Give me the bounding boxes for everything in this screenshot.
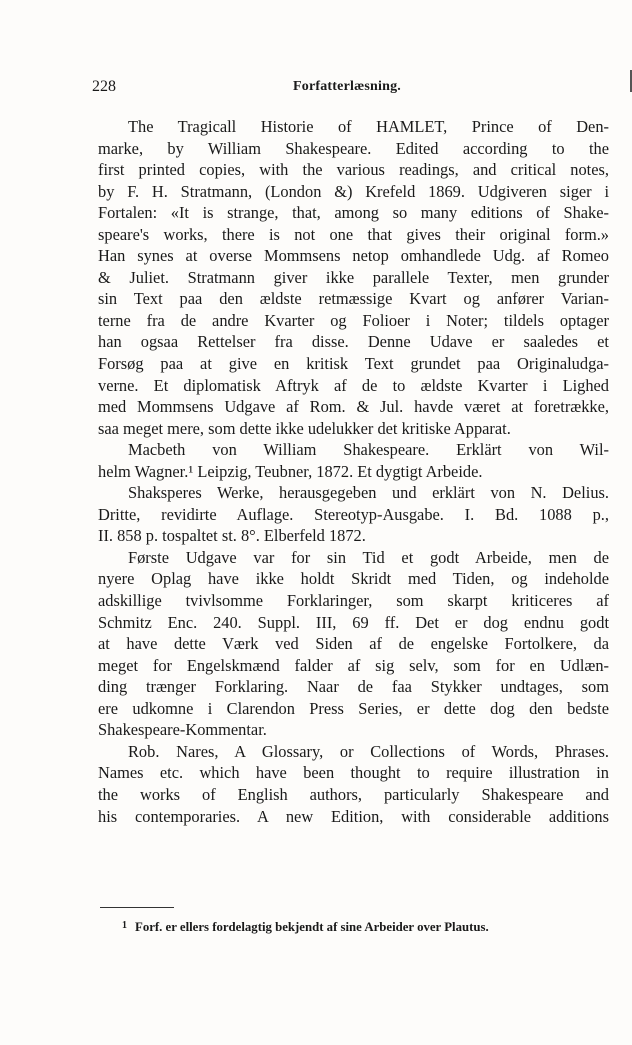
paragraph-nares: [98, 741, 609, 827]
text-line: II. 858 p. tospaltet st. 8°. Elberfeld 1872.: [98, 526, 366, 546]
text-line: ere udkomne i Clarendon Press Series, er dette dog den bedste: [98, 698, 609, 718]
text-line: marke, by William Shakespeare. Edited according to the: [98, 138, 609, 158]
body-text: [98, 116, 609, 827]
text-line: Dritte, revidirte Auflage. Stereotyp-Ausgabe. I. Bd. 1088 p.,: [98, 504, 609, 524]
paragraph-hamlet: [98, 116, 609, 439]
text-line: verne. Et diplomatisk Aftryk af de to ældste Kvarter i Lighed: [98, 375, 609, 395]
text-line: & Juliet. Stratmann giver ikke parallele Texter, men grunder: [98, 267, 609, 287]
text-line: The Tragicall Historie of HAMLET, Prince of Den-: [128, 117, 609, 136]
paragraph-shaksperes-werke: [98, 482, 609, 547]
text-line: helm Wagner.¹ Leipzig, Teubner, 1872. Et dygtigt Arbeide.: [98, 461, 483, 481]
text-line: adskillige tvivlsomme Forklaringer, som skarpt kriticeres af: [98, 591, 609, 611]
text-line: by F. H. Stratmann, (London &) Krefeld 1869. Udgiveren siger i: [98, 181, 609, 201]
text-line: ding trænger Forklaring. Naar de faa Stykker undtages, som: [98, 677, 609, 697]
running-title: Forfatterlæsning.: [293, 79, 401, 94]
footnote: [122, 920, 592, 935]
page-header: [92, 78, 602, 100]
text-line: han ogsaa Rettelser fra disse. Denne Udave er saaledes et: [98, 332, 609, 352]
text-line: Forsøg paa at give en kritisk Text grundet paa Originaludga-: [98, 354, 609, 374]
text-line: Names etc. which have been thought to require illustration in: [98, 763, 609, 783]
text-line: Fortalen: «It is strange, that, among so many editions of Shake-: [98, 203, 609, 223]
text-line: the works of English authors, particularly Shakespeare and: [98, 784, 609, 804]
text-line: at have dette Værk ved Siden af de engelske Fortolkere, da: [98, 634, 609, 654]
text-line: meget for Engelskmænd falder af sig selv, som for en Udlæn-: [98, 655, 609, 675]
text-line: saa meget mere, som dette ikke udelukker det kritiske Apparat.: [98, 418, 511, 438]
paragraph-forste-udgave: [98, 547, 609, 741]
text-line: Rob. Nares, A Glossary, or Collections of Words, Phrases.: [128, 741, 609, 761]
footnote-text: Forf. er ellers fordelagtig bekjendt af sine Arbeider over Plautus.: [135, 920, 489, 934]
text-line: first printed copies, with the various readings, and critical notes,: [98, 160, 609, 180]
text-line: Shaksperes Werke, herausgegeben und erklärt von N. Delius.: [128, 483, 609, 503]
text-line: Shakespeare-Kommentar.: [98, 720, 267, 740]
paragraph-macbeth: [98, 439, 609, 482]
text-line: nyere Oplag have ikke holdt Skridt med Tiden, og indeholde: [98, 569, 609, 589]
text-line: Han synes at overse Mommsens netop omhandlede Udg. af Romeo: [98, 246, 609, 266]
text-line: Første Udgave var for sin Tid et godt Arbeide, men de: [128, 547, 609, 567]
footnote-divider: [100, 907, 174, 908]
text-line: Schmitz Enc. 240. Suppl. III, 69 ff. Det er dog endnu godt: [98, 612, 609, 632]
text-line: terne fra de andre Kvarter og Folioer i Noter; tildels optager: [98, 310, 609, 330]
footnote-mark: 1: [122, 920, 127, 931]
text-line: sin Text paa den ældste retmæssige Kvart og anfører Varian-: [98, 289, 609, 309]
text-line: his contemporaries. A new Edition, with considerable additions: [98, 806, 609, 826]
page-number: 228: [92, 78, 116, 95]
text-line: Macbeth von William Shakespeare. Erklärt von Wil-: [128, 440, 609, 460]
text-line: med Mommsens Udgave af Rom. & Jul. havde været at foretrække,: [98, 397, 609, 417]
text-line: speare's works, there is not one that gives their original form.»: [98, 224, 609, 244]
